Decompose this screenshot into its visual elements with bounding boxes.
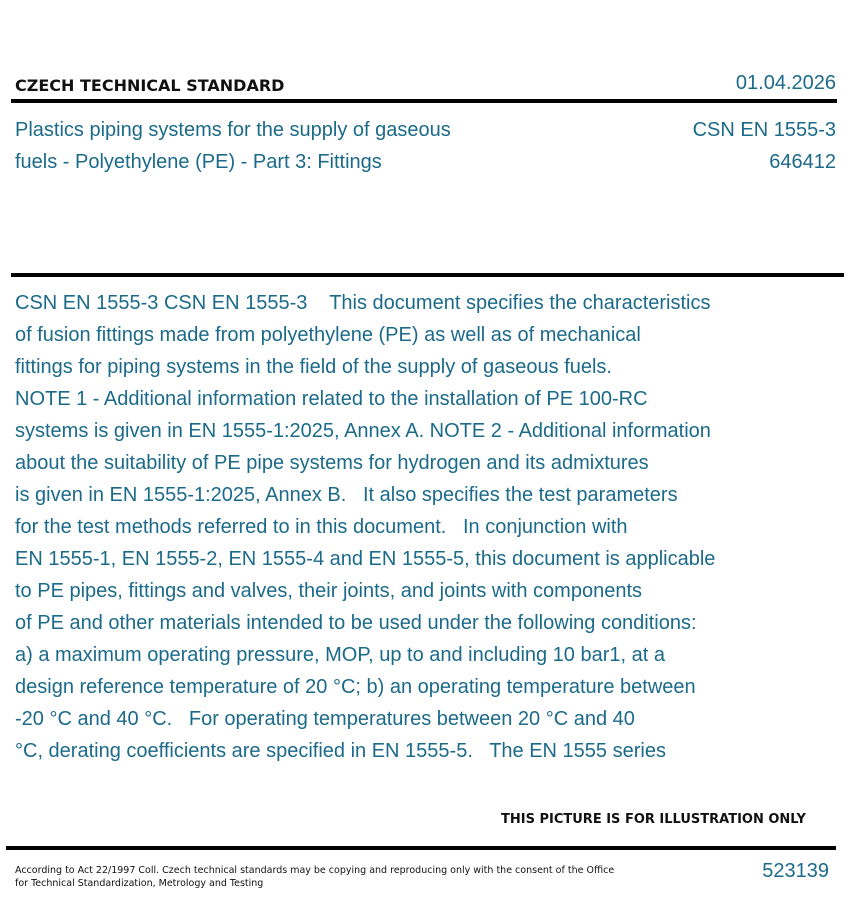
abstract-line: of fusion fittings made from polyethylene (PE) as well as of mechanical (15, 324, 641, 346)
abstract-line: design reference temperature of 20 °C; b) an operating temperature between (15, 676, 696, 698)
standard-codes (693, 114, 836, 178)
title-line: Plastics piping systems for the supply of gaseous (15, 119, 451, 141)
abstract-line: a) a maximum operating pressure, MOP, up to and including 10 bar1, at a (15, 644, 665, 666)
abstract-line: NOTE 1 - Additional information related to the installation of PE 100-RC (15, 388, 648, 410)
abstract-text (15, 287, 815, 767)
document-id: 523139 (762, 860, 829, 882)
abstract-line: is given in EN 1555-1:2025, Annex B. It also specifies the test parameters (15, 484, 678, 506)
abstract-line: °C, derating coefficients are specified in EN 1555-5. The EN 1555 series (15, 740, 666, 762)
abstract-line: for the test methods referred to in this document. In conjunction with (15, 516, 628, 538)
abstract-line: CSN EN 1555-3 CSN EN 1555-3 This document specifies the characteristics (15, 292, 711, 314)
standard-type-label: CZECH TECHNICAL STANDARD (15, 76, 285, 95)
abstract-line: about the suitability of PE pipe systems for hydrogen and its admixtures (15, 452, 649, 474)
abstract-line: systems is given in EN 1555-1:2025, Annex A. NOTE 2 - Additional information (15, 420, 711, 442)
illustration-notice: THIS PICTURE IS FOR ILLUSTRATION ONLY (501, 812, 806, 827)
standard-designation: CSN EN 1555-3 (692, 119, 836, 141)
abstract-line: of PE and other materials intended to be used under the following conditions: (15, 612, 697, 634)
classification-number: 646412 (769, 151, 836, 173)
footer-divider (6, 846, 836, 850)
copyright-line: for Technical Standardization, Metrology and Testing (15, 878, 264, 889)
copyright-line: According to Act 22/1997 Coll. Czech technical standards may be copying and reproducing only with the consent of the Office (15, 865, 615, 876)
publication-date: 01.04.2026 (735, 72, 836, 94)
abstract-line: to PE pipes, fittings and valves, their joints, and joints with components (15, 580, 643, 602)
abstract-line: fittings for piping systems in the field of the supply of gaseous fuels. (15, 356, 612, 378)
document-title (15, 114, 515, 178)
copyright-note (15, 864, 614, 890)
title-divider (11, 273, 844, 277)
abstract-line: EN 1555-1, EN 1555-2, EN 1555-4 and EN 1555-5, this document is applicable (15, 548, 716, 570)
title-line: fuels - Polyethylene (PE) - Part 3: Fittings (15, 151, 382, 173)
header-divider (11, 99, 837, 103)
abstract-line: -20 °C and 40 °C. For operating temperatures between 20 °C and 40 (15, 708, 635, 730)
